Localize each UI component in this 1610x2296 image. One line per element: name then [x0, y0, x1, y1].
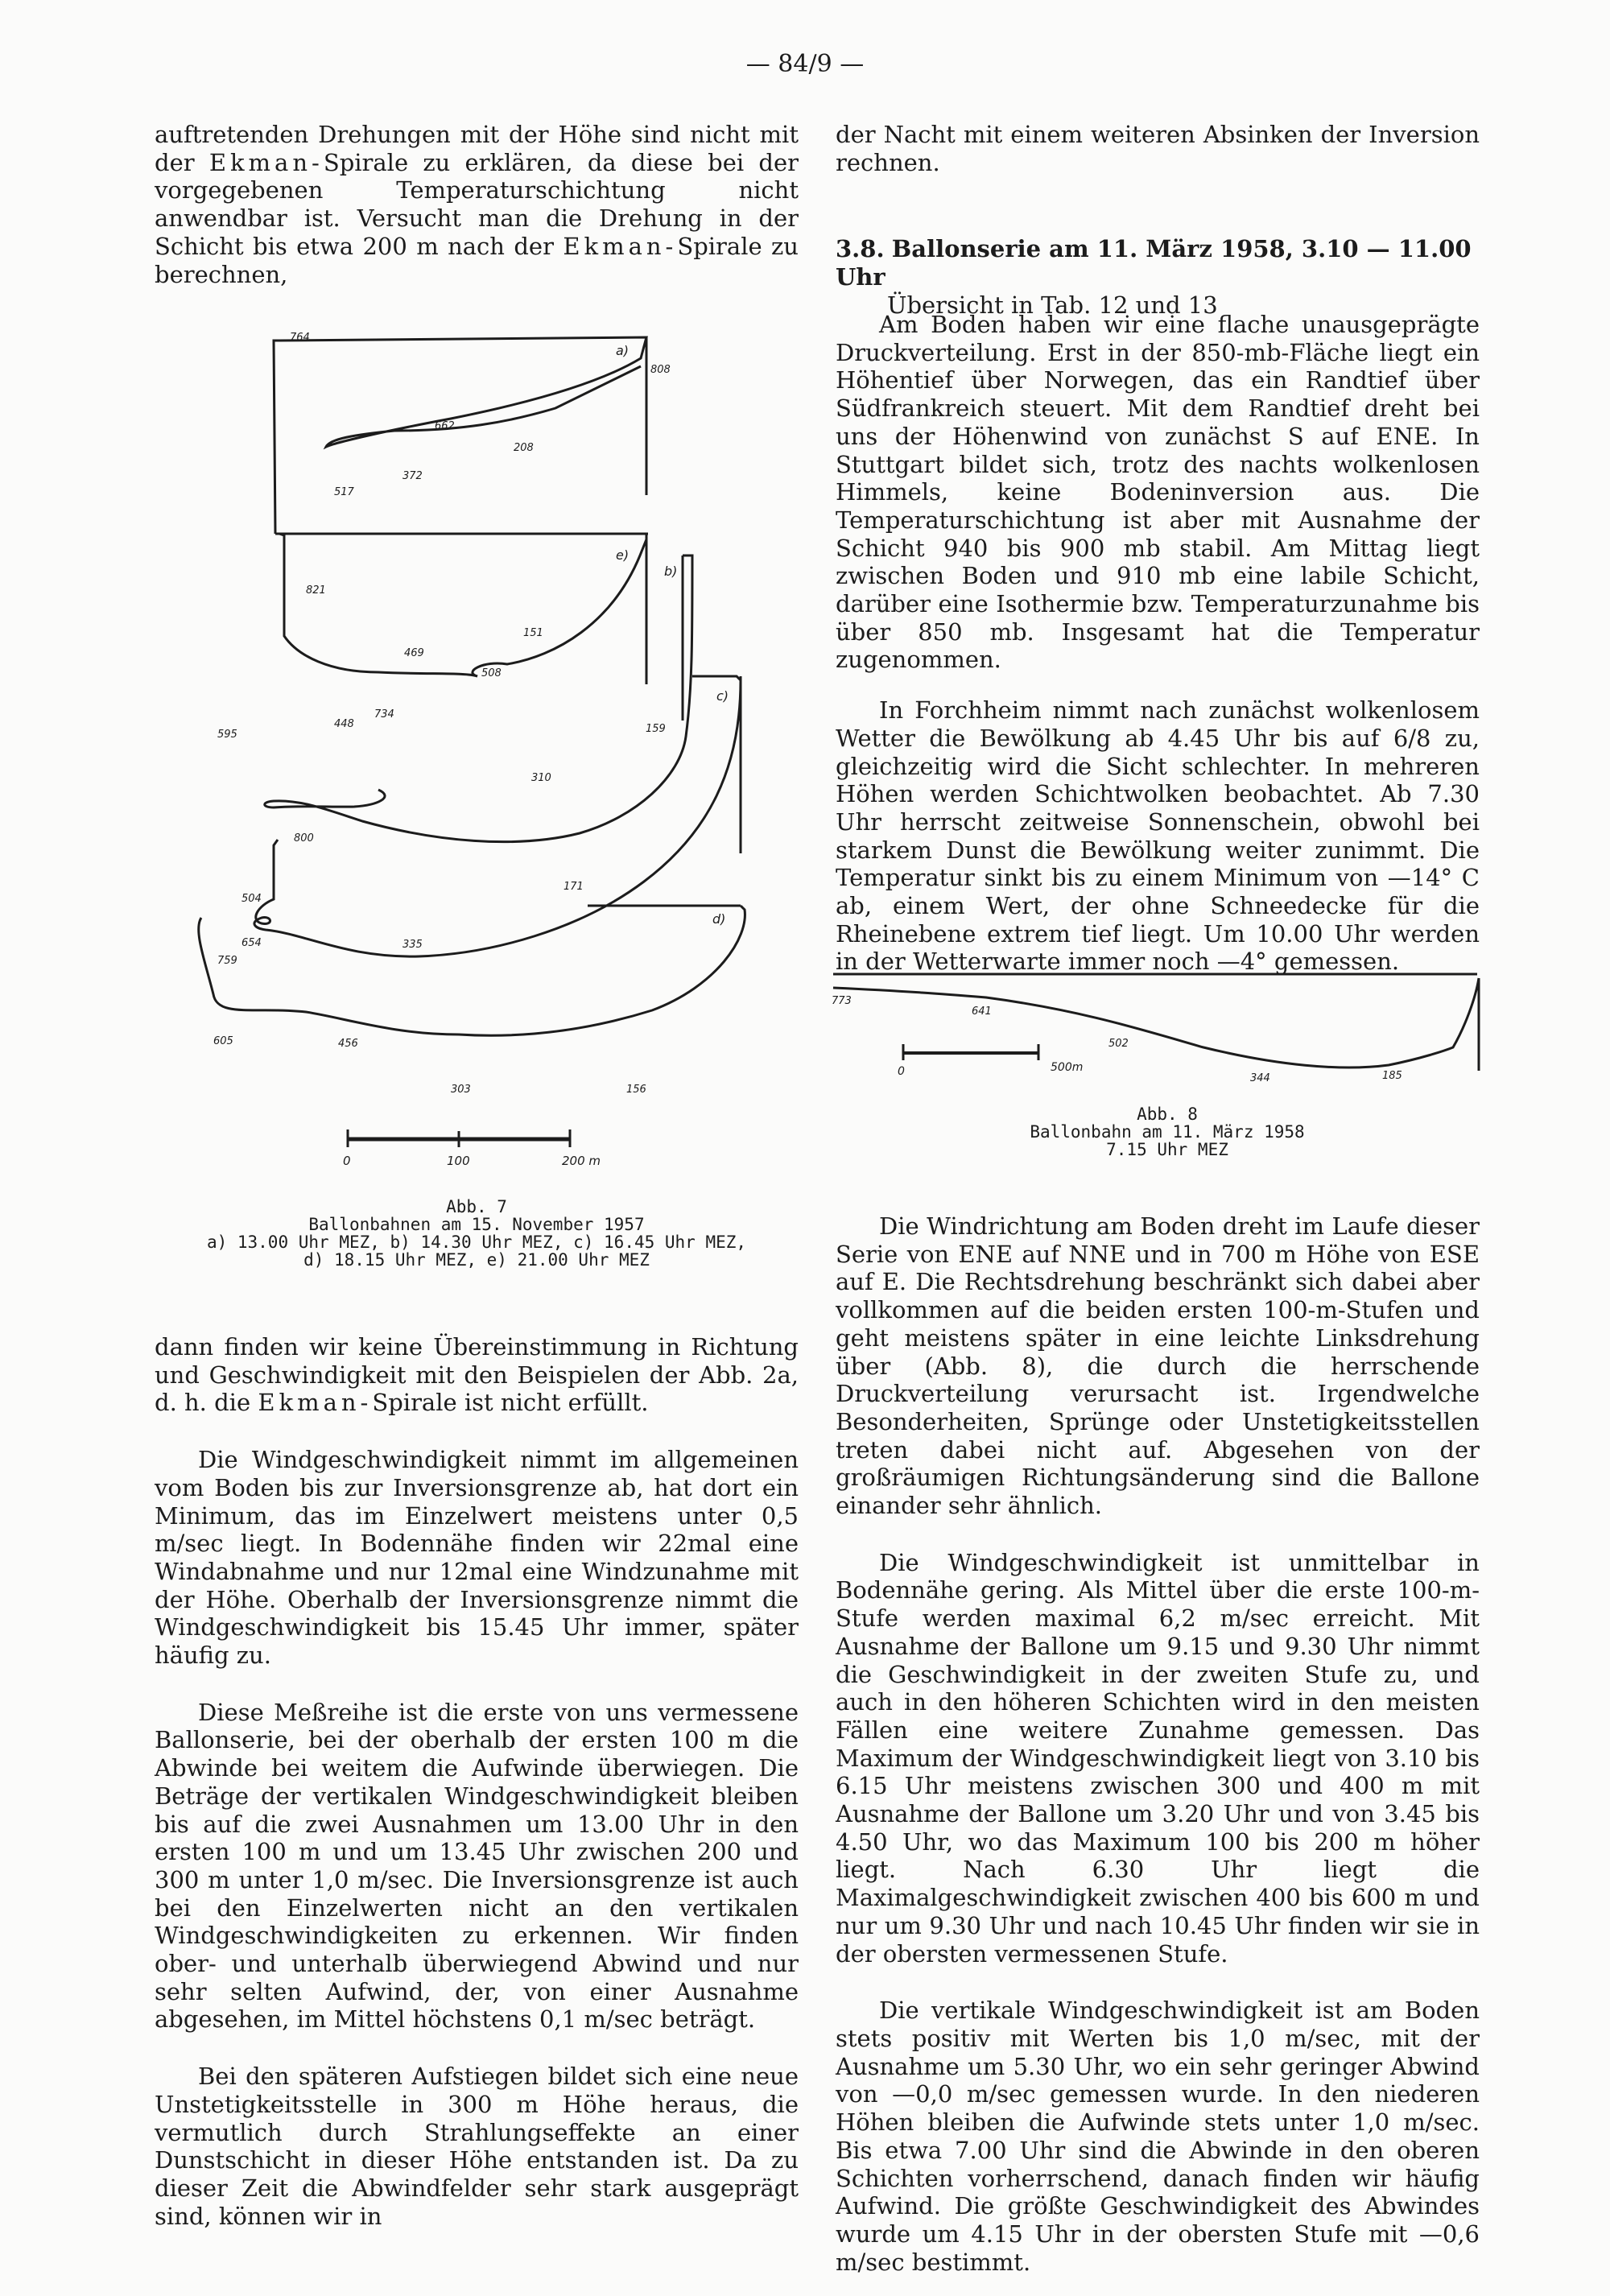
text-run: Spirale zu berechnen,: [155, 232, 799, 288]
caption-line: 7.15 Uhr MEZ: [1106, 1140, 1228, 1159]
height-label: 303: [451, 1084, 471, 1096]
figure-7-caption: [155, 1198, 799, 1269]
right-column-body-upper: [836, 311, 1480, 976]
right-intro-paragraph: [836, 121, 1480, 176]
section-title: Ballonserie am 11. März 1958, 3.10 — 11.00 Uhr: [836, 235, 1472, 291]
left-intro-paragraph: [155, 121, 799, 288]
figure-8-caption: [1006, 1105, 1328, 1158]
paragraph: In Forchheim nimmt nach zunächst wolkenlosem Wetter die Bewölkung ab 4.45 Uhr bis auf 6/8 zu, gleichzeitig wird die Sicht schlechter. In mehreren Höhen werden Schichtwolken beobachtet. Ab 7.30 Uhr herrscht zeitweise Sonnenschein, obwohl bei starkem Dunst die Bewölkung weiter zunimmt. Die Temperatur sinkt bis zu einem Minimum von —14° C ab, einem Wert, der ohne Schneedecke für die Rheinebene extrem tief liegt. Um 10.00 Uhr werden in der Wetterwarte immer noch —4° gemessen.: [836, 696, 1480, 976]
height-label: 171: [564, 881, 584, 893]
height-label: 800: [294, 832, 314, 844]
track-a: [274, 337, 646, 534]
scale-label: 500m: [1051, 1061, 1084, 1074]
paragraph: Die Windgeschwindigkeit ist unmittelbar in Bodennähe gering. Als Mittel über die erste 100-m-Stufe werden maximal 6,2 m/sec erreicht. Mit Ausnahme der Ballone um 9.15 und 9.30 Uhr nimmt die Geschwindigkeit in der zweiten Stufe zu, und auch in den höheren Schichten wird in den meisten Fällen eine weitere Zunahme gemessen. Das Maximum der Windgeschwindigkeit liegt von 3.10 bis 6.15 Uhr meistens zwischen 300 und 400 m mit Ausnahme der Ballone um 3.20 Uhr und von 3.45 bis 4.50 Uhr, wo das Maximum 100 bis 200 m höher liegt. Nach 6.30 Uhr liegt die Maximalgeschwindigkeit zwischen 400 bis 600 m und nur um 9.30 Uhr und nach 10.45 Uhr finden wir sie in der obersten vermessenen Stufe.: [836, 1548, 1480, 1968]
height-label: 517: [334, 486, 354, 498]
height-label: 469: [404, 647, 424, 659]
height-label: 344: [1250, 1072, 1270, 1084]
paragraph: Am Boden haben wir eine flache unausgeprägte Druckverteilung. Erst in der 850-mb-Fläche liegt ein Höhentief über Norwegen, das ein Randtief über Südfrankreich steuert. Mit dem Randtief dreht bei uns der Höhenwind von zunächst S auf ENE. In Stuttgart bildet sich, trotz des nachts wolkenlosen Himmels, keine Bodeninversion aus. Die Temperaturschichtung ist aber mit Ausnahme der Schicht 940 bis 900 mb stabil. Am Mittag liegt zwischen Boden und 910 mb eine labile Schicht, darüber eine Isothermie bzw. Temperaturzunahme bis über 850 mb. Insgesamt hat die Temperatur zugenommen.: [836, 311, 1480, 674]
height-label: 759: [217, 955, 237, 967]
section-number: 3.8.: [836, 235, 885, 262]
track-b: [265, 555, 692, 842]
right-column-body-lower: [836, 1212, 1480, 2276]
caption-title: Abb. 7: [446, 1197, 507, 1216]
height-label: 808: [650, 364, 671, 376]
paragraph: der Nacht mit einem weiteren Absinken der Inversion rechnen.: [836, 121, 1480, 176]
caption-title: Abb. 8: [1137, 1105, 1198, 1124]
scale-label: 0: [343, 1154, 351, 1168]
track-c: [254, 676, 741, 956]
height-label: 662: [435, 420, 455, 432]
caption-line: d) 18.15 Uhr MEZ, e) 21.00 Uhr MEZ: [303, 1250, 650, 1270]
height-label: 654: [242, 937, 262, 949]
height-label: 508: [481, 667, 502, 679]
height-label: 310: [531, 772, 551, 784]
section-subtitle: Übersicht in Tab. 12 und 13: [887, 291, 1218, 319]
height-label: 773: [832, 995, 852, 1007]
track-label-a: a): [616, 343, 630, 358]
paragraph: Die Windrichtung am Boden dreht im Laufe dieser Serie von ENE auf NNE und in 700 m Höhe von ESE auf E. Die Rechtsdrehung beschränkt sich dabei aber vollkommen auf die beiden ersten 100-m-Stufen und geht meistens später in eine leichte Linksdrehung über (Abb. 8), die durch die herrschende Druckverteilung verursacht ist. Irgendwelche Besonderheiten, Sprünge oder Unstetigkeitsstellen treten dabei nicht auf. Abgesehen von der großräumigen Richtungsänderung sind die Ballone einander sehr ähnlich.: [836, 1212, 1480, 1520]
ekman-term: Ekman-: [563, 232, 678, 260]
track-label-e: e): [616, 547, 630, 563]
left-column-body: [155, 1333, 799, 2230]
height-label: 595: [217, 729, 237, 741]
paragraph: Die vertikale Windgeschwindigkeit ist am Boden stets positiv mit Werten bis 1,0 m/sec, mit der Ausnahme um 5.30 Uhr, wo ein sehr geringer Abwind von —0,0 m/sec gemessen wurde. In den niederen Höhen bleiben die Aufwinde stets unter 1,0 m/sec. Bis etwa 7.00 Uhr sind die Abwinde in den oberen Schichten vorherrschend, danach finden wir häufig Aufwind. Die größte Geschwindigkeit des Abwindes wurde um 4.15 Uhr in der obersten Stufe mit —0,6 m/sec bestimmt.: [836, 1997, 1480, 2276]
text-run: dann finden wir keine Übereinstimmung in Richtung und Geschwindigkeit mit den Beispielen der Abb. 2a, d. h. die: [155, 1333, 799, 1417]
text-run: Spirale ist nicht erfüllt.: [372, 1389, 649, 1417]
track-label-c: c): [716, 688, 729, 704]
scale-label: 200 m: [562, 1154, 601, 1168]
ekman-term: Ekman-: [258, 1389, 373, 1417]
caption-line: Ballonbahn am 11. März 1958: [1030, 1122, 1305, 1142]
figure-8-balloon-track: [825, 970, 1493, 1099]
track-label-b: b): [664, 564, 678, 579]
figure-7-balloon-tracks: [185, 318, 781, 1179]
paragraph: Die Windgeschwindigkeit nimmt im allgemeinen vom Boden bis zur Inversionsgrenze ab, hat dort ein Minimum, das im Einzelwert meistens unter 0,5 m/sec liegt. In Bodennähe finden wir 22mal eine Windabnahme und nur 12mal eine Windzunahme mit der Höhe. Oberhalb der Inversionsgrenze nimmt die Windgeschwindigkeit bis 15.45 Uhr immer, später häufig zu.: [155, 1446, 799, 1670]
height-label: 734: [374, 708, 394, 721]
scale-label: 0: [898, 1065, 905, 1078]
height-label: 185: [1382, 1070, 1402, 1082]
text-run: Spirale zu erklären, da diese bei der vorgegebenen Temperaturschichtung nicht anwendbar ist. Versucht man die Drehung in der Schicht bis etwa 200 m nach der: [155, 148, 799, 260]
height-label: 335: [402, 939, 423, 951]
track-e: [279, 534, 646, 676]
caption-line: a) 13.00 Uhr MEZ, b) 14.30 Uhr MEZ, c) 16.45 Uhr MEZ,: [206, 1233, 747, 1252]
ekman-term: Ekman-: [208, 148, 324, 176]
height-label: 456: [338, 1038, 358, 1050]
track-d: [199, 906, 745, 1035]
paragraph: Diese Meßreihe ist die erste von uns vermessene Ballonserie, bei der oberhalb der ersten 100 m die Abwinde bei weitem die Aufwinde überwiegen. Die Beträge der vertikalen Windgeschwindigkeit bleiben bis auf die zwei Ausnahmen um 13.00 Uhr in den ersten 100 m und um 13.45 Uhr zwischen 200 und 300 m unter 1,0 m/sec. Die Inversionsgrenze ist auch bei den Einzelwerten nicht an den vertikalen Windgeschwindigkeiten zu erkennen. Wir finden ober- und unterhalb überwiegend Abwind und nur sehr selten Aufwind, der, von einer Ausnahme abgesehen, im Mittel höchstens 0,1 m/sec beträgt.: [155, 1698, 799, 2034]
paragraph: Bei den späteren Aufstiegen bildet sich eine neue Unstetigkeitsstelle in 300 m Höhe heraus, die vermutlich durch Strahlungseffekte an einer Dunstschicht in dieser Höhe entstanden ist. Da zu dieser Zeit die Abwindfelder sehr stark ausgeprägt sind, können wir in: [155, 2063, 799, 2230]
height-label: 641: [972, 1006, 992, 1018]
scale-label: 100: [447, 1154, 470, 1168]
height-label: 605: [213, 1035, 233, 1047]
track-label-d: d): [712, 911, 726, 927]
caption-line: Ballonbahnen am 15. November 1957: [308, 1215, 645, 1234]
height-label: 764: [290, 332, 310, 344]
height-label: 159: [646, 723, 666, 735]
page-number: — 84/9 —: [745, 50, 865, 78]
height-label: 504: [242, 893, 262, 905]
height-label: 208: [514, 442, 534, 454]
section-heading: [836, 235, 1480, 320]
height-label: 151: [523, 627, 543, 639]
height-label: 821: [306, 584, 326, 597]
height-label: 372: [402, 470, 423, 482]
height-label: 156: [626, 1084, 646, 1096]
height-label: 502: [1108, 1038, 1129, 1050]
height-label: 448: [334, 718, 354, 730]
text-run: auftretenden Drehungen mit der Höhe sind nicht mit der: [155, 121, 799, 176]
